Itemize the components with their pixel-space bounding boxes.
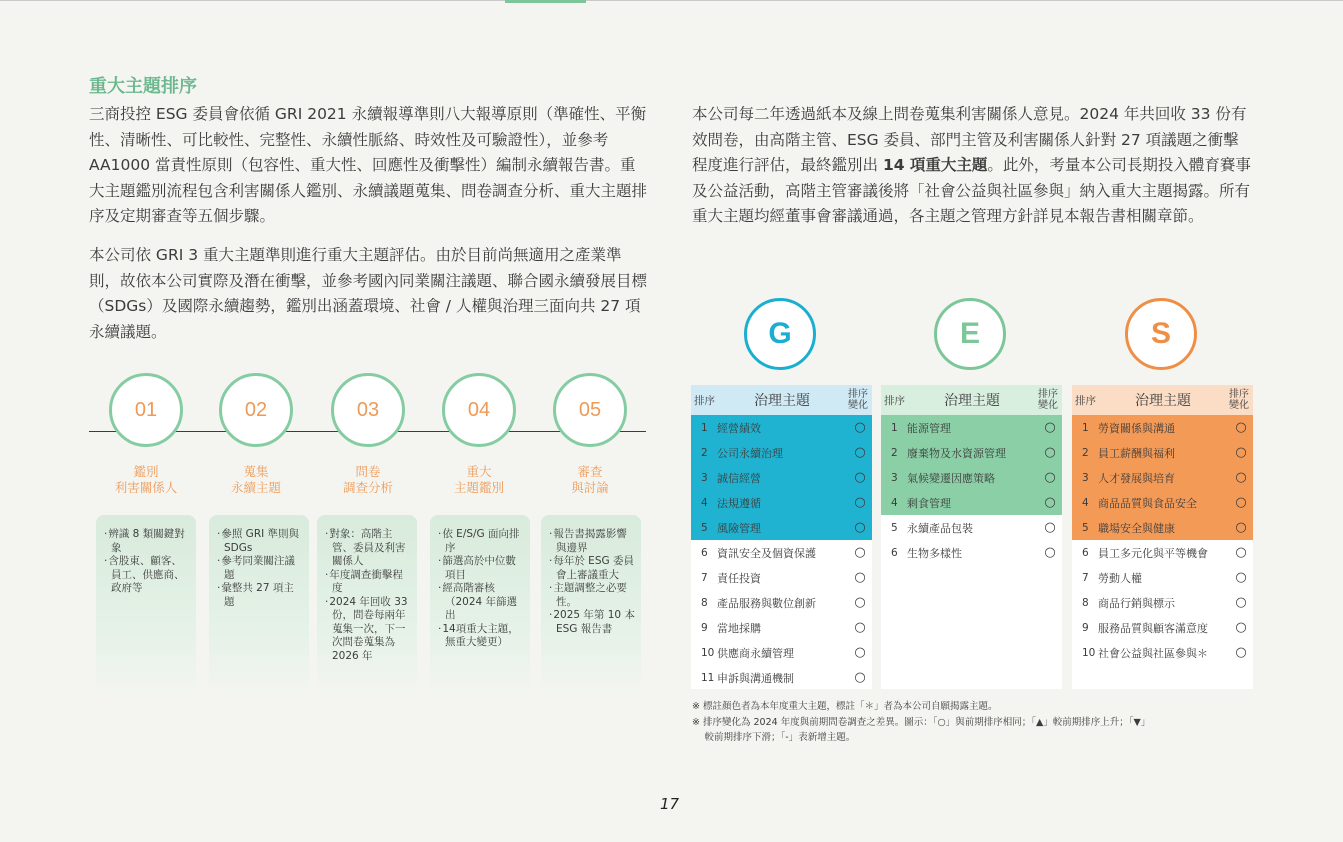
table-row <box>691 565 872 590</box>
rank-change-symbol: ○ <box>1235 520 1247 535</box>
rank-change-symbol: ○ <box>854 570 866 585</box>
table-row <box>1072 565 1253 590</box>
table-row <box>1072 615 1253 640</box>
header-rank-change-line2: 變化 <box>1038 400 1058 411</box>
row-topic: 產品服務與數位創新 <box>717 596 816 610</box>
step-detail-item: · 經高階審核（2024 年篩選出 <box>438 582 524 623</box>
step-detail-box-02 <box>209 515 309 697</box>
row-topic: 勞動人權 <box>1098 571 1142 585</box>
step-label-05 <box>540 464 640 496</box>
row-topic: 申訴與溝通機制 <box>717 671 794 685</box>
step-label-line1: 重大 <box>466 464 492 479</box>
step-detail-box-05 <box>541 515 641 697</box>
table-row <box>691 615 872 640</box>
row-rank: 2 <box>1082 446 1089 459</box>
table-row <box>1072 540 1253 565</box>
topic-table-g <box>691 385 872 689</box>
step-detail-item: · 辨識 8 類關鍵對象 <box>104 528 190 555</box>
row-rank: 1 <box>891 421 898 434</box>
rank-change-symbol: ○ <box>854 445 866 460</box>
step-detail-box-01 <box>96 515 196 697</box>
esg-circle-e: E <box>934 298 1006 370</box>
survey-paragraph: 本公司每二年透過紙本及線上問卷蒐集利害關係人意見。2024 年共回收 33 份有效問卷，由高階主管、ESG 委員、部門主管及利害關係人針對 27 項議題之衝擊程度進行評估，最終鑑別出 14 項重大主題。此外，考量本公司長期投入體育賽事及公益活動，高階主管審議後將「社會公益與社區參與」納入重大主題揭露。所有重大主題均經董事會審議通過，各主題之管理方針詳見本報告書相關章節。 <box>692 105 1251 225</box>
rank-change-symbol: ○ <box>854 620 866 635</box>
table-header <box>1072 385 1253 415</box>
row-rank: 7 <box>1082 571 1089 584</box>
step-detail-item: · 主題調整之必要性。 <box>549 582 635 609</box>
step-detail-box-04 <box>430 515 530 697</box>
topic-table-e <box>881 385 1062 689</box>
row-topic: 資訊安全及個資保護 <box>717 546 816 560</box>
row-topic: 勞資關係與溝通 <box>1098 421 1175 435</box>
row-rank: 4 <box>891 496 898 509</box>
intro-paragraph: 三商投控 ESG 委員會依循 GRI 2021 永續報導準則八大報導原則（準確性、平衡性、清晰性、可比較性、完整性、永續性脈絡、時效性及可驗證性），並參考 AA1000 當責性原則（包容性、重大性、回應性及衝擊性）編制永續報告書。重大主題鑑別流程包含利害關係人鑑別、永續議題蒐集、問卷調查分析、重大主題排序及定期審查等五個步驟。 <box>89 105 648 225</box>
note-line: ※ 排序變化為 2024 年度與前期問卷調查之差異。圖示：「○」與前期排序相同；「▲」較前期排序上升；「▼」 <box>692 717 1151 728</box>
rank-change-symbol: ○ <box>1235 545 1247 560</box>
step-detail-item: · 依 E/S/G 面向排序 <box>438 528 524 555</box>
row-rank: 4 <box>1082 496 1089 509</box>
esg-circle-g: G <box>744 298 816 370</box>
step-detail-item: · 報告書揭露影響與邊界 <box>549 528 635 555</box>
row-topic: 員工多元化與平等機會 <box>1098 546 1208 560</box>
table-row <box>881 465 1062 490</box>
row-topic: 法規遵循 <box>717 496 761 510</box>
step-label-line1: 審查 <box>577 464 603 479</box>
header-rank-change-line1: 排序 <box>848 389 868 400</box>
rank-change-symbol: ○ <box>1235 645 1247 660</box>
section-title: 重大主題排序 <box>89 76 197 97</box>
rank-change-symbol: ○ <box>1044 470 1056 485</box>
row-topic: 社會公益與社區參與＊ <box>1098 646 1208 660</box>
row-rank: 2 <box>891 446 898 459</box>
row-rank: 3 <box>891 471 898 484</box>
row-rank: 10 <box>1082 646 1096 659</box>
row-rank: 6 <box>1082 546 1089 559</box>
row-rank: 5 <box>891 521 898 534</box>
row-rank: 3 <box>1082 471 1089 484</box>
table-row <box>691 490 872 515</box>
row-rank: 8 <box>701 596 708 609</box>
step-detail-item: · 參照 GRI 準則與 SDGs <box>217 528 303 555</box>
row-rank: 6 <box>701 546 708 559</box>
rank-change-symbol: ○ <box>1235 495 1247 510</box>
row-rank: 9 <box>1082 621 1089 634</box>
header-rank-change <box>1225 389 1253 411</box>
row-topic: 氣候變遷因應策略 <box>907 471 995 485</box>
rank-change-symbol: ○ <box>854 670 866 685</box>
step-detail-item: · 每年於 ESG 委員會上審議重大 <box>549 555 635 582</box>
rank-change-symbol: ○ <box>1235 445 1247 460</box>
topic-table-s <box>1072 385 1253 689</box>
step-detail-item: · 14項重大主題，無重大變更） <box>438 623 524 650</box>
rank-change-symbol: ○ <box>854 420 866 435</box>
row-rank: 9 <box>701 621 708 634</box>
row-rank: 3 <box>701 471 708 484</box>
header-topic: 治理主題 <box>1135 393 1191 409</box>
step-detail-item: · 2024 年回收 33 份，問卷每兩年蒐集一次，下一次問卷蒐集為 2026 年 <box>325 596 411 664</box>
row-topic: 員工薪酬與福利 <box>1098 446 1175 460</box>
table-row <box>881 415 1062 440</box>
table-row <box>691 465 872 490</box>
rank-change-symbol: ○ <box>1044 520 1056 535</box>
rank-change-symbol: ○ <box>854 595 866 610</box>
table-row <box>1072 415 1253 440</box>
rank-change-symbol: ○ <box>854 520 866 535</box>
step-detail-item: · 含股東、顧客、員工、供應商、政府等 <box>104 555 190 596</box>
table-row <box>1072 590 1253 615</box>
table-row <box>1072 440 1253 465</box>
row-topic: 廢棄物及水資源管理 <box>907 446 1006 460</box>
table-row <box>691 640 872 665</box>
step-label-line1: 問卷 <box>355 464 381 479</box>
page-number: 17 <box>660 795 680 813</box>
rank-change-symbol: ○ <box>1235 620 1247 635</box>
table-row <box>691 440 872 465</box>
header-rank-change-line1: 排序 <box>1229 389 1249 400</box>
step-detail-item: · 參考同業關注議題 <box>217 555 303 582</box>
rank-change-symbol: ○ <box>854 545 866 560</box>
rank-change-symbol: ○ <box>1044 445 1056 460</box>
step-label-02 <box>206 464 306 496</box>
row-topic: 生物多樣性 <box>907 546 962 560</box>
row-topic: 商品品質與食品安全 <box>1098 496 1197 510</box>
row-topic: 公司永續治理 <box>717 446 783 460</box>
step-circle-05: 05 <box>553 373 627 447</box>
rank-change-symbol: ○ <box>1235 420 1247 435</box>
header-rank-change <box>844 389 872 411</box>
esg-circle-s: S <box>1125 298 1197 370</box>
rank-change-symbol: ○ <box>1044 495 1056 510</box>
table-row <box>881 490 1062 515</box>
header-rank: 排序 <box>1075 394 1096 407</box>
note-line: 較前期排序下滑；「-」表新增主題。 <box>692 732 856 743</box>
step-label-03 <box>318 464 418 496</box>
table-header <box>881 385 1062 415</box>
row-rank: 8 <box>1082 596 1089 609</box>
header-rank-change <box>1034 389 1062 411</box>
step-label-line2: 調查分析 <box>342 480 393 495</box>
row-rank: 4 <box>701 496 708 509</box>
step-circle-01: 01 <box>109 373 183 447</box>
top-border <box>0 0 1343 1</box>
row-rank: 5 <box>1082 521 1089 534</box>
step-label-line2: 利害關係人 <box>114 480 178 495</box>
row-rank: 5 <box>701 521 708 534</box>
row-topic: 剩食管理 <box>907 496 951 510</box>
table-row <box>881 440 1062 465</box>
row-rank: 7 <box>701 571 708 584</box>
row-rank: 1 <box>701 421 708 434</box>
rank-change-symbol: ○ <box>1235 570 1247 585</box>
table-row <box>691 415 872 440</box>
row-topic: 誠信經營 <box>717 471 761 485</box>
header-rank-change-line2: 變化 <box>1229 400 1249 411</box>
row-topic: 能源管理 <box>907 421 951 435</box>
step-circle-04: 04 <box>442 373 516 447</box>
row-rank: 10 <box>701 646 715 659</box>
table-row <box>1072 465 1253 490</box>
rank-change-symbol: ○ <box>1044 420 1056 435</box>
step-detail-item: · 2025 年第 10 本 ESG 報告書 <box>549 609 635 636</box>
row-topic: 供應商永續管理 <box>717 646 794 660</box>
top-accent-bar <box>505 0 586 3</box>
step-detail-item: · 年度調查衝擊程度 <box>325 569 411 596</box>
step-label-line1: 鑑別 <box>133 464 159 479</box>
row-topic: 人才發展與培育 <box>1098 471 1175 485</box>
step-detail-item: · 彙整共 27 項主題 <box>217 582 303 609</box>
step-circle-02: 02 <box>219 373 293 447</box>
rank-change-symbol: ○ <box>854 645 866 660</box>
header-rank-change-line1: 排序 <box>1038 389 1058 400</box>
rank-change-symbol: ○ <box>854 495 866 510</box>
step-label-04 <box>429 464 529 496</box>
rank-change-symbol: ○ <box>1235 470 1247 485</box>
step-label-line2: 與討論 <box>571 480 609 495</box>
row-rank: 1 <box>1082 421 1089 434</box>
row-topic: 永續產品包裝 <box>907 521 973 535</box>
table-row <box>691 590 872 615</box>
rank-change-symbol: ○ <box>1235 595 1247 610</box>
row-topic: 商品行銷與標示 <box>1098 596 1175 610</box>
step-label-line2: 主題鑑別 <box>453 480 504 495</box>
rank-change-symbol: ○ <box>854 470 866 485</box>
table-row <box>881 540 1062 565</box>
rank-change-symbol: ○ <box>1044 545 1056 560</box>
highlight-material-count: 14 項重大主題 <box>882 156 988 174</box>
table-header <box>691 385 872 415</box>
header-rank: 排序 <box>694 394 715 407</box>
table-row <box>691 540 872 565</box>
step-detail-item: · 對象：高階主管、委員及利害關係人 <box>325 528 411 569</box>
table-row <box>881 515 1062 540</box>
step-detail-box-03 <box>317 515 417 697</box>
row-rank: 6 <box>891 546 898 559</box>
header-topic: 治理主題 <box>754 393 810 409</box>
step-label-01 <box>96 464 196 496</box>
row-topic: 當地採購 <box>717 621 761 635</box>
row-rank: 2 <box>701 446 708 459</box>
step-label-line1: 蒐集 <box>243 464 269 479</box>
step-detail-item: · 篩選高於中位數項目 <box>438 555 524 582</box>
header-topic: 治理主題 <box>944 393 1000 409</box>
note-line: ※ 標註顏色者為本年度重大主題，標註「＊」者為本公司自願揭露主題。 <box>692 701 998 712</box>
row-topic: 風險管理 <box>717 521 761 535</box>
table-row <box>691 665 872 690</box>
row-topic: 責任投資 <box>717 571 761 585</box>
table-row <box>1072 515 1253 540</box>
table-row <box>691 515 872 540</box>
row-topic: 服務品質與顧客滿意度 <box>1098 621 1208 635</box>
row-topic: 經營績效 <box>717 421 761 435</box>
table-row <box>1072 490 1253 515</box>
assessment-paragraph: 本公司依 GRI 3 重大主題準則進行重大主題評估。由於目前尚無適用之產業準則，故依本公司實際及潛在衝擊，並參考國內同業關注議題、聯合國永續發展目標（SDGs）及國際永續趨勢，鑑別出涵蓋環境、社會 / 人權與治理三面向共 27 項永續議題。 <box>89 246 648 341</box>
row-topic: 職場安全與健康 <box>1098 521 1175 535</box>
header-rank: 排序 <box>884 394 905 407</box>
table-row <box>1072 640 1253 665</box>
step-circle-03: 03 <box>331 373 405 447</box>
step-label-line2: 永續主題 <box>230 480 281 495</box>
header-rank-change-line2: 變化 <box>848 400 868 411</box>
row-rank: 11 <box>701 671 715 684</box>
